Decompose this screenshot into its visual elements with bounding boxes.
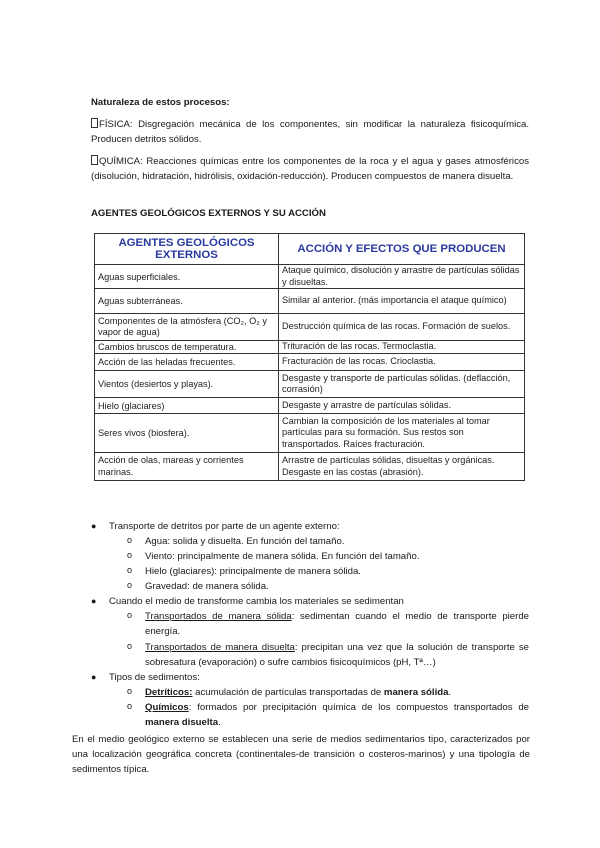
checkbox-icon xyxy=(91,118,98,128)
list-item: Gravedad: de manera sólida. xyxy=(145,581,269,592)
checkbox-icon xyxy=(91,155,98,165)
list-item: Hielo (glaciares): principalmente de manera sólida. xyxy=(145,566,361,577)
header-agents: AGENTES GEOLÓGICOS EXTERNOS xyxy=(95,234,279,265)
table-row: Aguas subterráneas. Similar al anterior. (más importancia el ataque químico) xyxy=(95,289,525,314)
list-item: Cuando el medio de transforme cambia los materiales se sedimentan xyxy=(109,596,404,607)
sub-bullet-icon: o xyxy=(127,535,133,545)
header-actions: ACCIÓN Y EFECTOS QUE PRODUCEN xyxy=(279,234,525,265)
table-row: Acción de las heladas frecuentes. Fracturación de las rocas. Crioclastia. xyxy=(95,354,525,371)
sub-bullet-icon: o xyxy=(127,641,133,651)
sub-bullet-icon: o xyxy=(127,610,133,620)
table-row: Aguas superficiales. Ataque químico, disolución y arrastre de partículas sólidas y disueltas. xyxy=(95,265,525,289)
sub-bullet-icon: o xyxy=(127,565,133,575)
table-row: Componentes de la atmósfera (CO₂, O₂ y vapor de agua) Destrucción química de las rocas. Formación de suelos. xyxy=(95,314,525,341)
table-row: Cambios bruscos de temperatura. Trituración de las rocas. Termoclastia. xyxy=(95,341,525,354)
bullet-icon: ● xyxy=(91,521,97,531)
fisica-paragraph: FÍSICA: Disgregación mecánica de los componentes, sin modificar la naturaleza fisicoquímica. Producen detritos sólidos. xyxy=(91,119,530,145)
table-row: Seres vivos (biosfera). Cambian la composición de los materiales al tomar partículas para su formación. Sus restos son transportados. Raíces fracturación. xyxy=(95,414,525,453)
processes-heading: Naturaleza de estos procesos: xyxy=(91,97,230,108)
bullet-icon: ● xyxy=(91,672,97,682)
list-item: Transportados de manera sólida: sedimentan cuando el medio de transporte pierde energía. xyxy=(145,611,530,637)
list-item: Transporte de detritos por parte de un agente externo: xyxy=(109,521,340,532)
bullet-icon: ● xyxy=(91,596,97,606)
sub-bullet-icon: o xyxy=(127,701,133,711)
sub-bullet-icon: o xyxy=(127,580,133,590)
list-item: Detríticos: acumulación de partículas transportadas de manera sólida. xyxy=(145,687,452,698)
list-item: Tipos de sedimentos: xyxy=(109,672,200,683)
quimica-paragraph: QUÍMICA: Reacciones químicas entre los componentes de la roca y el agua y gases atmosféricos (disolución, hidratación, hidrólisis, oxidación-reducción). Producen compuestos de manera disuelta. xyxy=(91,156,529,182)
closing-paragraph: En el medio geológico externo se establecen una serie de medios sedimentarios tipo, caracterizados por una localización geográfica concreta (continentales-de transición o costeros-marinos) y una tipología de sedimentos típica. xyxy=(72,734,530,775)
list-item: Viento: principalmente de manera sólida. En función del tamaño. xyxy=(145,551,420,562)
table-row: Hielo (glaciares) Desgaste y arrastre de partículas sólidas. xyxy=(95,398,525,414)
sub-bullet-icon: o xyxy=(127,550,133,560)
sub-bullet-icon: o xyxy=(127,686,133,696)
list-item: Agua: solida y disuelta. En función del tamaño. xyxy=(145,536,345,547)
section-title: AGENTES GEOLÓGICOS EXTERNOS Y SU ACCIÓN xyxy=(91,208,326,219)
table-row: Vientos (desiertos y playas). Desgaste y transporte de partículas sólidas. (deflacción, corrasión) xyxy=(95,371,525,398)
list-item: Transportados de manera disuelta: precipitan una vez que la solución de transporte se sobresatura (evaporación) o sufre cambios fisicoquímicos (pH, Tª…) xyxy=(145,642,529,668)
agents-table xyxy=(94,233,525,481)
list-item: Químicos: formados por precipitación química de los compuestos transportados de manera disuelta. xyxy=(145,702,529,728)
table-row: Acción de olas, mareas y corrientes marinas. Arrastre de partículas sólidas, disueltas y orgánicas. Desgaste en las costas (abrasión). xyxy=(95,453,525,481)
